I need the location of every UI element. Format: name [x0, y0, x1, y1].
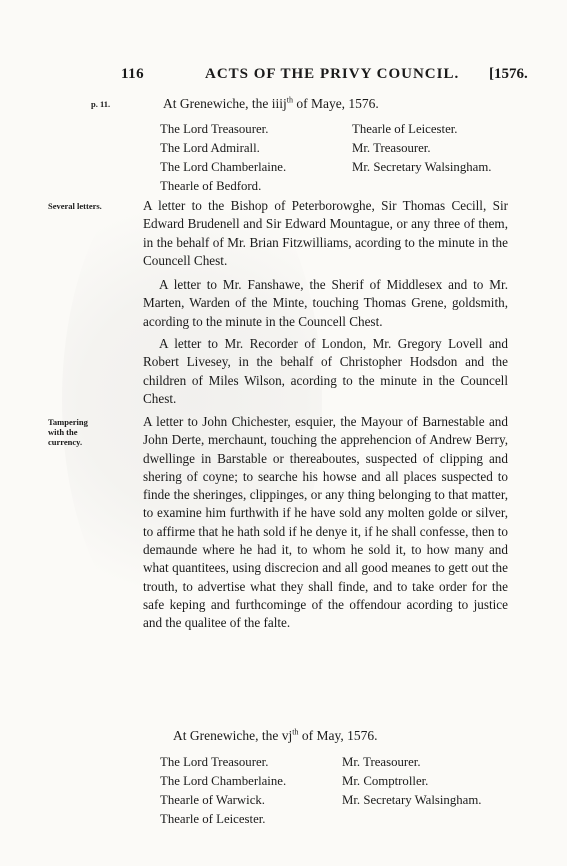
margin-note-line: currency.: [48, 437, 83, 447]
page-number: 116: [121, 66, 145, 82]
meeting-2-dateline-sup: th: [292, 727, 299, 737]
letter-paragraph-3: A letter to Mr. Recorder of London, Mr. Gregory Lovell and Robert Livesey, in the behalf of Christopher Hodsdon and the children of Miles Wilson, acording to the minute in the Councell Chest.: [143, 336, 508, 406]
attendee: Mr. Secretary Walsingham.: [352, 160, 492, 174]
attendee: Mr. Treasourer.: [352, 141, 431, 155]
margin-note-tampering: [48, 417, 88, 447]
meeting-1-dateline-post: of Maye, 1576.: [292, 96, 379, 111]
attendee: Thearle of Warwick.: [160, 793, 265, 807]
attendee: [342, 810, 512, 829]
attendee: Thearle of Bedford.: [160, 179, 262, 193]
attendee: The Lord Treasourer.: [160, 122, 269, 136]
running-year: [1576.: [489, 66, 528, 82]
running-head: [0, 66, 567, 90]
meeting-2-dateline-pre: At Grenewiche, the vj: [173, 728, 293, 743]
attendee: Mr. Comptroller.: [342, 774, 429, 788]
margin-note-line: Tampering: [48, 417, 88, 427]
attendee: Thearle of Leicester.: [352, 122, 458, 136]
meeting-1-dateline: [163, 96, 379, 112]
attendee: The Lord Chamberlaine.: [160, 774, 287, 788]
meeting-1-attendees: [160, 120, 522, 196]
margin-note-several-letters: Several letters.: [48, 201, 102, 211]
running-title: ACTS OF THE PRIVY COUNCIL.: [205, 66, 460, 82]
attendee: Mr. Treasourer.: [342, 755, 421, 769]
meeting-1-dateline-sup: th: [286, 95, 293, 105]
meeting-1-dateline-pre: At Grenewiche, the iiij: [163, 96, 287, 111]
attendee: The Lord Treasourer.: [160, 755, 269, 769]
margin-page-reference: p. 11.: [91, 99, 111, 109]
attendee: The Lord Admirall.: [160, 141, 260, 155]
meeting-2-dateline-post: of May, 1576.: [298, 728, 378, 743]
meeting-2-dateline: [173, 728, 377, 744]
meeting-2-attendees: [160, 753, 512, 829]
attendee: The Lord Chamberlaine.: [160, 160, 287, 174]
attendee: Mr. Secretary Walsingham.: [342, 793, 482, 807]
letter-paragraph-2: A letter to Mr. Fanshawe, the Sherif of Middlesex and to Mr. Marten, Warden of the Minte, touching Thomas Grene, goldsmith, acording to the minute in the Councell Chest.: [143, 277, 508, 329]
attendee: [352, 177, 522, 196]
margin-note-line: with the: [48, 427, 78, 437]
attendee: Thearle of Leicester.: [160, 812, 266, 826]
letter-paragraph-1: A letter to the Bishop of Peterborowghe, Sir Thomas Cecill, Sir Edward Brudenell and Sir Edward Mountague, or any three of them, in the behalf of Mr. Brian Fitzwilliams, acording to the minute in the Councell Chest.: [143, 198, 508, 268]
letter-paragraph-4: A letter to John Chichester, esquier, the Mayour of Barnestable and John Derte, merchaunt, touching the apprehencion of Andrew Berry, dwellinge in Barstable or thereaboutes, suspected of clipping and shering of coyne; to searche his howse and all places suspected to finde the sheringes, clippinges, or any thing belonging to that matter, to examine him furthwith if he have sold any molten golde or silver, to affirme that he hath sold if he denye it, if he shall confesse, then to demaunde where he had it, to whom he sold it, to how many and what quantitees, using discrecion and all good meanes to gett out the trouth, to advertise what they shall finde, and to take order for the safe keping and furthcominge of the offendour acording to justice and the qualitee of the falte.: [143, 414, 508, 631]
